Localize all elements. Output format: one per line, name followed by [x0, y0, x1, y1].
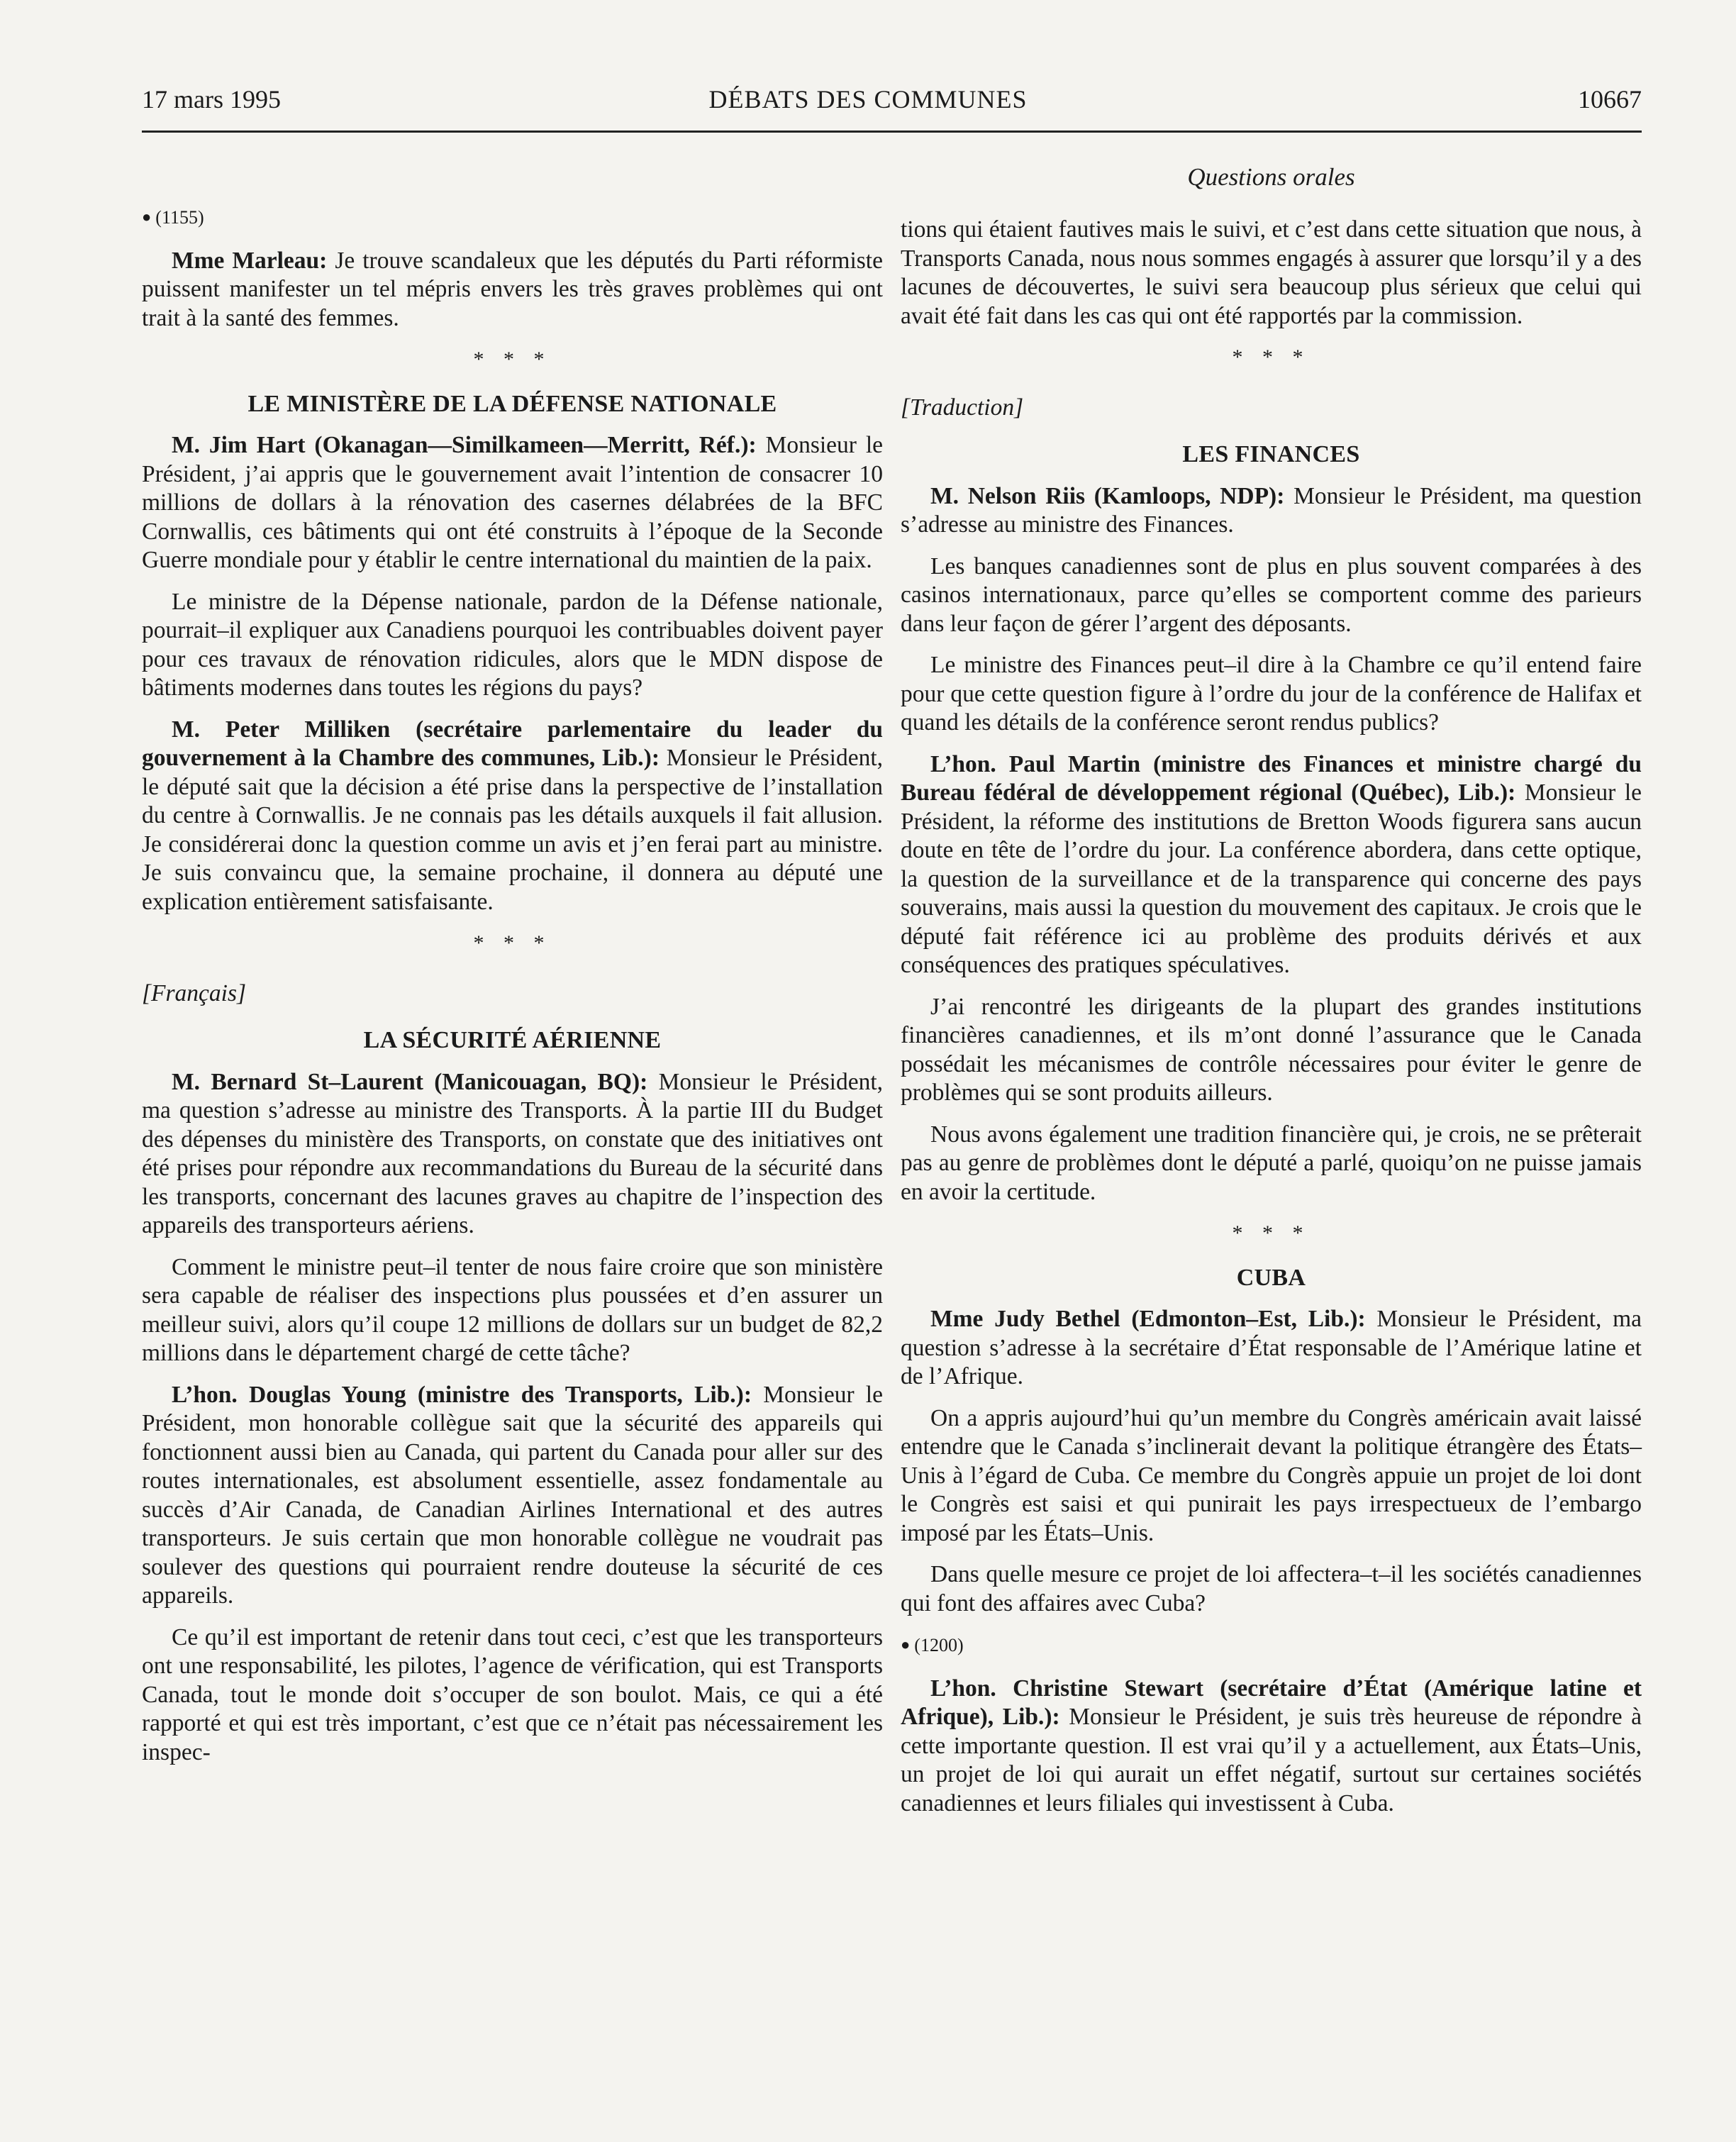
speaker-name: M. Nelson Riis (Kamloops, NDP):: [930, 482, 1285, 509]
paragraph-text: Le ministre de la Dépense nationale, pardon de la Défense nationale, pourrait–il expliquer aux Canadiens pourquoi les contribuables doivent payer pour ces travaux de rénovation ridicules, alors que le MDN dispose de bâtiments modernes dans toutes les régions du pays?: [142, 588, 883, 701]
paragraph-text: Monsieur le Président, ma question s’adresse au ministre des Transports. À la partie III du Budget des dépenses du ministère des Transports, on constate que des initiatives ont été prises pour répondre aux recommandations du Bureau de la sécurité dans les transports, concernant des lacunes graves au chapitre de l’inspection des appareils des transporteurs aériens.: [142, 1068, 883, 1238]
speaker-name: L’hon. Christine Stewart (secrétaire d’État (Amérique latine et Afrique), Lib.):: [901, 1675, 1642, 1730]
speaker-name: M. Peter Milliken (secrétaire parlementaire du leader du gouvernement à la Chambre des communes, Lib.):: [142, 716, 883, 771]
paragraph-text: Je trouve scandaleux que les députés du Parti réformiste puissent manifester un tel mépris envers les très graves problèmes qui ont trait à la santé des femmes.: [142, 247, 883, 331]
paragraph: [901, 750, 1642, 980]
section-separator: * * *: [473, 348, 552, 371]
paragraph-text: Monsieur le Président, le député sait que la décision a été prise dans la perspective de l’installation du centre à Cornwallis. Je ne connais pas les détails auxquels il fait allusion. Je considérerai donc la question comme un avis et j’en ferai part au ministre. Je suis convaincu que, la semaine prochaine, il donnera au député une explication entièrement satisfaisante.: [142, 745, 883, 915]
timestamp-text: (1155): [155, 207, 204, 228]
paragraph-text: Monsieur le Président, j’ai appris que le gouvernement avait l’intention de consacrer 10 millions de dollars à la rénovation des casernes délabrées de la BFC Cornwallis, ces bâtiments qui ont été construits à l’époque de la Seconde Guerre mondiale pour y établir le centre international du maintien de la paix.: [142, 432, 883, 573]
paragraph: [142, 1381, 883, 1611]
language-tag: [Traduction]: [901, 394, 1024, 421]
section-heading: LE MINISTÈRE DE LA DÉFENSE NATIONALE: [247, 390, 777, 417]
paragraph: [901, 1305, 1642, 1392]
paragraph-text: Dans quelle mesure ce projet de loi affectera–t–il les sociétés canadiennes qui font des affaires avec Cuba?: [901, 1561, 1642, 1616]
paragraph: [901, 482, 1642, 540]
speaker-name: M. Bernard St–Laurent (Manicouagan, BQ):: [172, 1068, 648, 1095]
paragraph-text: Monsieur le Président, ma question s’adresse à la secrétaire d’État responsable de l’Amérique latine et de l’Afrique.: [901, 1306, 1642, 1389]
paragraph: [142, 1068, 883, 1241]
paragraph-text: Monsieur le Président, mon honorable collègue sait que la sécurité des appareils qui fonctionnent aussi bien au Canada, qui partent du Canada pour aller sur des routes internationales, est absolument essentielle, assez fondamentale au succès d’Air Canada, de Canadian Airlines International et des autres transporteurs. Je suis certain que mon honorable collègue ne voudrait pas soulever des questions qui pourraient rendre douteuse la sécurité de ces appareils.: [142, 1381, 883, 1609]
section-heading: CUBA: [1236, 1264, 1306, 1291]
paragraph-text: Comment le ministre peut–il tenter de nous faire croire que son ministère sera capable de réaliser des inspections plus poussées et d’en assurer un meilleur suivi, alors qu’il coupe 12 millions de dollars sur un budget de 82,2 millions dans le département chargé de cette tâche?: [142, 1253, 883, 1366]
paragraph-text: tions qui étaient fautives mais le suivi, et c’est dans cette situation que nous, à Transports Canada, nous nous sommes engagés à assurer que lorsqu’il y a des lacunes de découvertes, le suivi sera beaucoup plus sérieux que celui qui avait été fait dans les cas qui ont été rapportés par la commission.: [901, 216, 1642, 329]
paragraph-text: J’ai rencontré les dirigeants de la plupart des grandes institutions financières canadiennes, et ils m’ont donné l’assurance que le Canada possédait les mécanismes de contrôle nécessaires pour éviter le genre de problèmes qui se sont produits ailleurs.: [901, 993, 1642, 1106]
header-rule: [142, 131, 1642, 133]
speaker-name: L’hon. Paul Martin (ministre des Finances et ministre chargé du Bureau fédéral de développement régional (Québec), Lib.):: [901, 750, 1642, 806]
speaker-name: L’hon. Douglas Young (ministre des Transports, Lib.):: [172, 1381, 752, 1408]
section-heading: LES FINANCES: [1182, 441, 1360, 467]
speaker-name: Mme Marleau:: [172, 247, 328, 274]
speaker-name: M. Jim Hart (Okanagan—Similkameen—Merritt, Réf.):: [172, 432, 757, 458]
page-date: 17 mars 1995: [142, 85, 281, 113]
paragraph-text: Le ministre des Finances peut–il dire à la Chambre ce qu’il entend faire pour que cette question figure à l’ordre du jour de la conférence de Halifax et quand les détails de la conférence seront rendus publics?: [901, 652, 1642, 736]
timestamp-marker: [901, 1631, 1642, 1660]
paragraph: [142, 247, 883, 333]
timestamp-marker: [142, 203, 883, 233]
right-column: [901, 216, 1642, 1831]
paragraph-text: Monsieur le Président, je suis très heureuse de répondre à cette importante question. Il est vrai qu’il y a actuellement, aux États–Unis, un projet de loi qui aurait un effet négatif, surtout sur certaines sociétés canadiennes et leurs filiales qui investissent à Cuba.: [901, 1704, 1642, 1816]
running-head: Questions orales: [1187, 163, 1355, 191]
paragraph-text: Ce qu’il est important de retenir dans tout ceci, c’est que les transporteurs ont une responsabilité, les pilotes, l’agence de vérification, qui est Transports Canada, tout le monde doit s’occuper de son boulot. Mais, ce qui a été rapporté et qui est très important, c’est que ce n’était pas nécessairement les inspec-: [142, 1624, 883, 1765]
paragraph: [142, 431, 883, 575]
timestamp-text: (1200): [914, 1635, 964, 1655]
paragraph-text: Monsieur le Président, la réforme des institutions de Bretton Woods figurera sans aucun doute en tête de l’ordre du jour. La conférence abordera, dans cette optique, la question de la surveillance et de la transparence qui concerne des pays souverains, mais aussi la question du mouvement des capitaux. Je crois que le député fait référence ici au problème des produits dérivés et aux conséquences des pratiques spéculatives.: [901, 779, 1642, 978]
bullet-icon: ●: [142, 208, 152, 226]
page-number: 10667: [1578, 85, 1642, 113]
section-heading: LA SÉCURITÉ AÉRIENNE: [363, 1027, 662, 1053]
paragraph: [901, 1675, 1642, 1819]
paragraph: [142, 716, 883, 917]
bullet-icon: ●: [901, 1636, 911, 1653]
section-separator: * * *: [1232, 345, 1311, 369]
left-column: [142, 200, 883, 1780]
language-tag: [Français]: [142, 980, 247, 1006]
publication-title: DÉBATS DES COMMUNES: [708, 85, 1028, 113]
section-separator: * * *: [1232, 1221, 1311, 1245]
paragraph-text: Nous avons également une tradition financière qui, je crois, ne se prêterait pas au genre de problèmes dont le député a parlé, quoiqu’on ne puisse jamais en avoir la certitude.: [901, 1121, 1642, 1205]
speaker-name: Mme Judy Bethel (Edmonton–Est, Lib.):: [930, 1306, 1366, 1332]
section-separator: * * *: [473, 931, 552, 955]
paragraph-text: Les banques canadiennes sont de plus en plus souvent comparées à des casinos internationaux, parce qu’elles se comportent comme des parieurs dans leur façon de gérer l’argent des déposants.: [901, 553, 1642, 637]
paragraph-text: Monsieur le Président, ma question s’adresse au ministre des Finances.: [901, 482, 1642, 538]
paragraph-text: On a appris aujourd’hui qu’un membre du Congrès américain avait laissé entendre que le Canada s’inclinerait devant la politique étrangère des États–Unis à l’égard de Cuba. Ce membre du Congrès appuie un projet de loi dont le Congrès est saisi et qui punirait les pays irrespectueux de l’embargo imposé par les États–Unis.: [901, 1404, 1642, 1546]
